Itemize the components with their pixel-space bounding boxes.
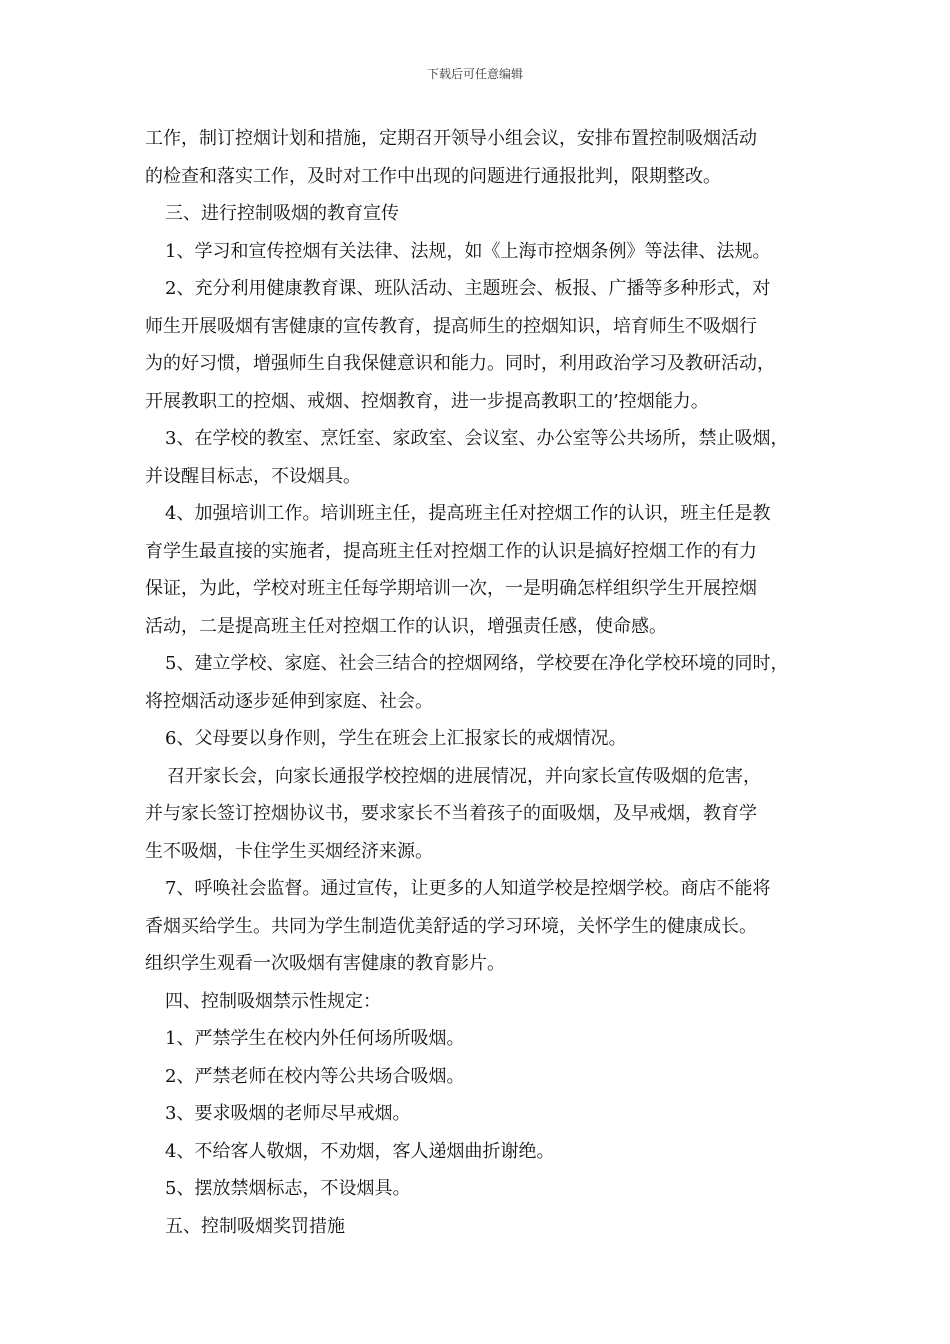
- section-heading: 三、进行控制吸烟的教育宣传: [165, 203, 399, 224]
- list-item: 5、摆放禁烟标志，不设烟具。: [165, 1178, 411, 1199]
- section-heading: 五、控制吸烟奖罚措施: [165, 1215, 345, 1237]
- document-body: [145, 120, 825, 1245]
- paragraph-line: 3、在学校的教室、烹饪室、家政室、会议室、办公室等公共场所，禁止吸烟，: [165, 428, 789, 449]
- paragraph-line: 的检查和落实工作，及时对工作中出现的问题进行通报批判，限期整改。: [145, 165, 721, 187]
- paragraph-line: 开展教职工的控烟、戒烟、控烟教育，进一步提高教职工的’控烟能力。: [145, 390, 709, 412]
- list-item: 4、不给客人敬烟，不劝烟，客人递烟曲折谢绝。: [165, 1140, 555, 1162]
- paragraph-line: 香烟买给学生。共同为学生制造优美舒适的学习环境，关怀学生的健康成长。: [145, 915, 757, 937]
- paragraph-line: 7、呼唤社会监督。通过宣传，让更多的人知道学校是控烟学校。商店不能将: [165, 878, 771, 899]
- paragraph-line: 6、父母要以身作则，学生在班会上汇报家长的戒烟情况。: [165, 728, 627, 749]
- paragraph-line: 师生开展吸烟有害健康的宣传教育，提高师生的控烟知识，培育师生不吸烟行: [145, 315, 757, 337]
- paragraph-line: 保证，为此，学校对班主任每学期培训一次，一是明确怎样组织学生开展控烟: [145, 578, 757, 599]
- list-item: 3、要求吸烟的老师尽早戒烟。: [165, 1103, 411, 1124]
- paragraph-line: 并与家长签订控烟协议书，要求家长不当着孩子的面吸烟，及早戒烟，教育学: [145, 803, 757, 824]
- paragraph-line: 将控烟活动逐步延伸到家庭、社会。: [145, 690, 433, 712]
- paragraph-line: 2、充分利用健康教育课、班队活动、主题班会、板报、广播等多种形式，对: [165, 278, 771, 299]
- paragraph-line: 活动，二是提高班主任对控烟工作的认识，增强责任感，使命感。: [145, 615, 667, 637]
- list-item: 1、严禁学生在校内外任何场所吸烟。: [165, 1028, 465, 1049]
- paragraph-line: 育学生最直接的实施者，提高班主任对控烟工作的认识是搞好控烟工作的有力: [145, 540, 757, 562]
- paragraph-line: 并设醒目标志，不设烟具。: [145, 465, 361, 487]
- page-header: 下载后可任意编辑: [426, 67, 523, 81]
- list-item: 2、严禁老师在校内等公共场合吸烟。: [165, 1065, 465, 1087]
- paragraph-line: 组织学生观看一次吸烟有害健康的教育影片。: [145, 953, 505, 974]
- section-heading: 四、控制吸烟禁示性规定：: [165, 990, 381, 1012]
- paragraph-line: 5、建立学校、家庭、社会三结合的控烟网络，学校要在净化学校环境的同时，: [165, 653, 789, 674]
- paragraph-line: 1、学习和宣传控烟有关法律、法规，如《上海市控烟条例》等法律、法规。: [165, 240, 771, 262]
- paragraph-line: 召开家长会，向家长通报学校控烟的进展情况，并向家长宣传吸烟的危害，: [167, 765, 761, 787]
- paragraph-line: 生不吸烟，卡住学生买烟经济来源。: [145, 840, 433, 862]
- paragraph-line: 工作，制订控烟计划和措施，定期召开领导小组会议，安排布置控制吸烟活动: [145, 128, 757, 149]
- paragraph-line: 为的好习惯，增强师生自我保健意识和能力。同时，利用政治学习及教研活动，: [145, 353, 775, 374]
- paragraph-line: 4、加强培训工作。培训班主任，提高班主任对控烟工作的认识，班主任是教: [165, 503, 771, 524]
